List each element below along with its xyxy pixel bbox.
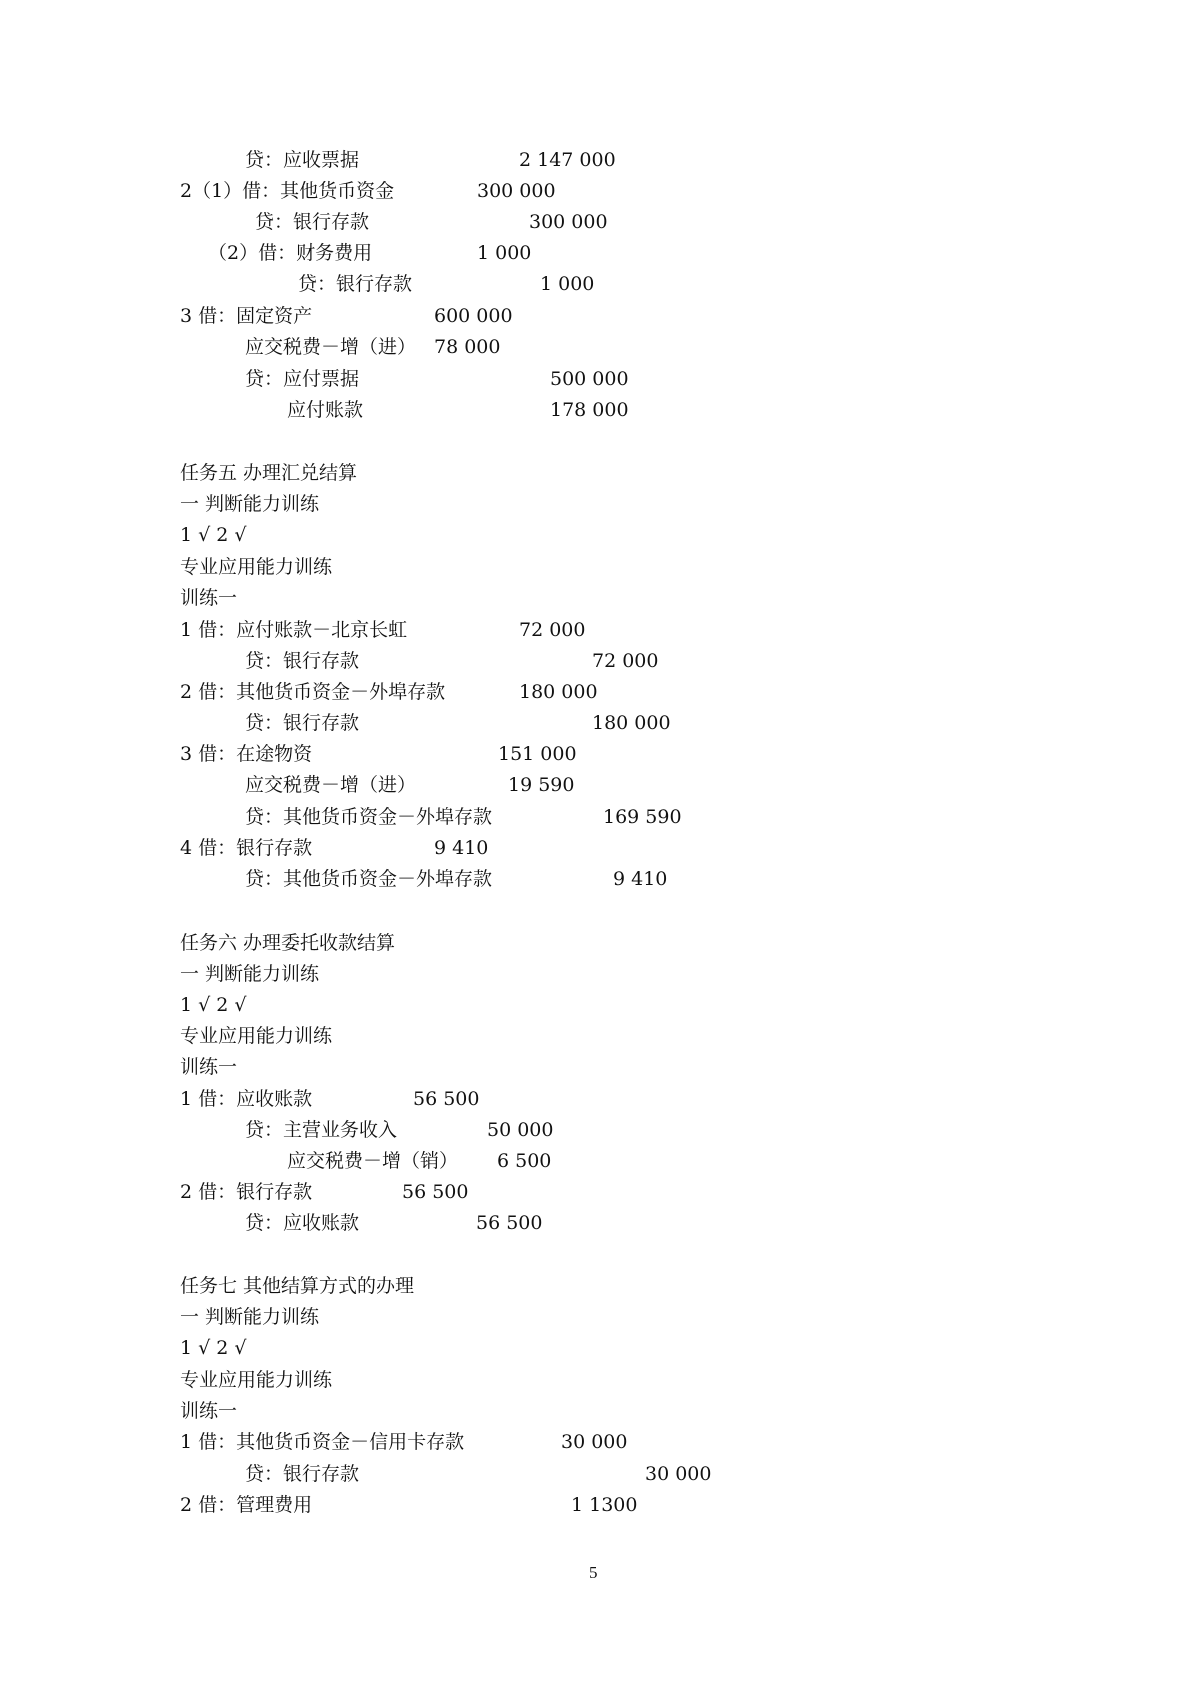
journal-line: 1 借：其他货币资金－信用卡存款 (180, 1431, 465, 1453)
journal-amount: 600 000 (434, 305, 513, 327)
journal-amount: 19 590 (508, 774, 575, 796)
subsection-heading: 训练一 (180, 1400, 238, 1422)
section-heading: 任务六 办理委托收款结算 (180, 932, 396, 954)
journal-line: 2 借：其他货币资金－外埠存款 (180, 681, 446, 703)
journal-line: 贷：银行存款 (298, 273, 413, 295)
journal-amount: 300 000 (529, 211, 608, 233)
journal-line: 2 借：管理费用 (180, 1494, 313, 1516)
journal-amount: 2 147 000 (519, 149, 616, 171)
journal-amount: 6 500 (497, 1150, 552, 1172)
journal-amount: 180 000 (592, 712, 671, 734)
journal-amount: 78 000 (434, 336, 501, 358)
journal-amount: 56 500 (402, 1181, 469, 1203)
section-heading: 任务五 办理汇兑结算 (180, 462, 358, 484)
journal-amount: 500 000 (550, 368, 629, 390)
journal-line: 应交税费－增（进） (245, 774, 417, 796)
journal-amount: 72 000 (592, 650, 659, 672)
journal-line: 贷：银行存款 (255, 211, 370, 233)
journal-amount: 30 000 (645, 1463, 712, 1485)
journal-amount: 9 410 (434, 837, 489, 859)
journal-amount: 9 410 (613, 868, 668, 890)
journal-amount: 169 590 (603, 806, 682, 828)
journal-amount: 151 000 (498, 743, 577, 765)
journal-line: 2 借：银行存款 (180, 1181, 313, 1203)
journal-line: 应交税费－增（进） (245, 336, 417, 358)
subsection-heading: 一 判断能力训练 (180, 493, 320, 515)
subsection-heading: 专业应用能力训练 (180, 1025, 333, 1047)
journal-amount: 1 000 (540, 273, 595, 295)
journal-amount: 300 000 (477, 180, 556, 202)
journal-amount: 50 000 (487, 1119, 554, 1141)
journal-line: 1 借：应收账款 (180, 1088, 313, 1110)
journal-amount: 1 1300 (571, 1494, 638, 1516)
subsection-heading: 专业应用能力训练 (180, 556, 333, 578)
answer-line: 1 √ 2 √ (180, 1337, 247, 1359)
journal-amount: 180 000 (519, 681, 598, 703)
journal-line: 3 借：在途物资 (180, 743, 313, 765)
subsection-heading: 一 判断能力训练 (180, 1306, 320, 1328)
subsection-heading: 训练一 (180, 587, 238, 609)
journal-line: 贷：应付票据 (245, 368, 360, 390)
journal-line: 贷：其他货币资金－外埠存款 (245, 868, 493, 890)
answer-line: 1 √ 2 √ (180, 994, 247, 1016)
journal-line: 贷：银行存款 (245, 650, 360, 672)
answer-line: 1 √ 2 √ (180, 524, 247, 546)
journal-amount: 1 000 (477, 242, 532, 264)
journal-line: 贷：应收账款 (245, 1212, 360, 1234)
journal-line: 应付账款 (287, 399, 364, 421)
journal-amount: 30 000 (561, 1431, 628, 1453)
journal-line: 4 借：银行存款 (180, 837, 313, 859)
journal-line: 贷：主营业务收入 (245, 1119, 398, 1141)
journal-line: 2（1）借：其他货币资金 (180, 180, 395, 202)
journal-amount: 178 000 (550, 399, 629, 421)
journal-line: 贷：银行存款 (245, 712, 360, 734)
journal-line: 应交税费－增（销） (287, 1150, 459, 1172)
journal-line: （2）借：财务费用 (208, 242, 373, 264)
journal-line: 3 借：固定资产 (180, 305, 313, 327)
journal-amount: 56 500 (476, 1212, 543, 1234)
journal-line: 贷：其他货币资金－外埠存款 (245, 806, 493, 828)
journal-amount: 56 500 (413, 1088, 480, 1110)
section-heading: 任务七 其他结算方式的办理 (180, 1275, 415, 1297)
page-number: 5 (589, 1563, 598, 1582)
subsection-heading: 专业应用能力训练 (180, 1369, 333, 1391)
journal-line: 贷：应收票据 (245, 149, 360, 171)
journal-amount: 72 000 (519, 619, 586, 641)
subsection-heading: 一 判断能力训练 (180, 963, 320, 985)
subsection-heading: 训练一 (180, 1056, 238, 1078)
journal-line: 贷：银行存款 (245, 1463, 360, 1485)
journal-line: 1 借：应付账款－北京长虹 (180, 619, 408, 641)
